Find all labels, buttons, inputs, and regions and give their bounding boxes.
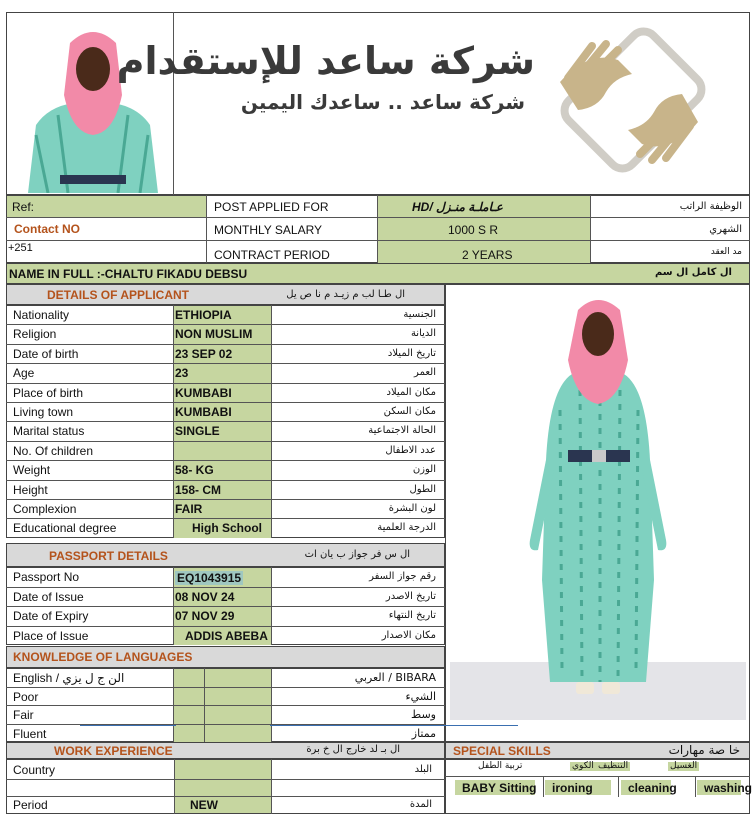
- language-cell-a: [174, 725, 204, 743]
- applicant-row-label: Complexion: [13, 502, 77, 516]
- applicant-row-ar: الوزن: [412, 464, 436, 476]
- skill-0: BABY Sitting: [462, 781, 537, 795]
- applicant-row-value: KUMBABI: [175, 405, 232, 419]
- ref-cell: [7, 196, 206, 217]
- applicant-row-value: 158- CM: [175, 482, 222, 497]
- post-ar: الوظيفة الراتب: [679, 201, 742, 212]
- applicant-row-ar: الديانة: [410, 328, 436, 340]
- contract-label: CONTRACT PERIOD: [214, 248, 330, 262]
- language-row-right: وسط: [411, 708, 436, 721]
- applicant-title-ar: ال طـا لب م زيـد م نا ص يل: [286, 289, 405, 300]
- applicant-row-label: Educational degree: [13, 521, 117, 536]
- passport-title: PASSPORT DETAILS: [49, 549, 168, 563]
- applicant-row-label: Marital status: [13, 424, 85, 439]
- applicant-row-ar: العمر: [414, 367, 436, 379]
- contract-ar: مد العقد: [710, 247, 742, 257]
- applicant-row-ar: لون البشرة: [388, 503, 436, 514]
- company-slogan-ar: شركة ساعد .. ساعدك اليمين: [240, 90, 525, 114]
- applicant-row-label: Religion: [13, 327, 57, 342]
- passport-row-value: 07 NOV 29: [175, 609, 235, 623]
- language-row-label: Poor: [13, 689, 39, 704]
- passport-row-label: Date of Issue: [13, 589, 84, 604]
- language-row-right: ممتاز: [411, 726, 436, 740]
- full-name: NAME IN FULL :-CHALTU FIKADU DEBSU: [9, 267, 248, 281]
- applicant-row-ar: الحالة الاجتماعية: [368, 425, 436, 437]
- top-row-line-1: [6, 217, 750, 218]
- passport-row-value: 08 NOV 24: [175, 589, 235, 604]
- language-col-line-2: [204, 668, 205, 742]
- passport-row-label: Date of Expiry: [13, 609, 89, 623]
- work-title: WORK EXPERIENCE: [54, 744, 173, 758]
- work-col-line-2: [271, 759, 272, 814]
- applicant-row-label: Date of birth: [13, 346, 79, 361]
- language-row-right: BIBARA / العربي: [354, 671, 436, 684]
- work-country-ar: البلد: [414, 764, 432, 775]
- applicant-title: DETAILS OF APPLICANT: [47, 288, 189, 302]
- work-title-ar: ال بـ لد خارج ال خ برة: [306, 744, 400, 755]
- languages-title: KNOWLEDGE OF LANGUAGES: [13, 650, 193, 664]
- skill-2: cleaning: [628, 781, 677, 795]
- applicant-row-value: KUMBABI: [175, 385, 232, 400]
- language-cell-a: [174, 669, 204, 687]
- applicant-row-value: 23: [175, 366, 189, 381]
- passport-row-value: ADDIS ABEBA: [185, 628, 268, 643]
- applicant-row-label: Living town: [13, 405, 74, 419]
- passport-title-ar: ال س فر جواز ب يان ات: [304, 549, 410, 560]
- top-col-line-2: [377, 195, 378, 263]
- hands-logo-icon: [548, 22, 713, 182]
- top-col-line-3: [590, 195, 591, 263]
- phone-prefix: +251: [8, 242, 33, 254]
- passport-row-ar: تاريخ الاصدر: [385, 590, 436, 602]
- applicant-row-ar: تاريخ الميلاد: [387, 347, 436, 359]
- skill-3: washing: [704, 781, 752, 795]
- language-col-line-1: [173, 668, 174, 742]
- applicant-row-label: Height: [13, 482, 48, 497]
- applicant-row-value: ETHIOPIA: [175, 308, 232, 322]
- applicant-row-ar: مكان الميلاد: [386, 386, 436, 398]
- applicant-row-label: Age: [13, 366, 35, 381]
- top-row-line-2: [6, 240, 750, 241]
- skills-col-line-1: [618, 777, 619, 797]
- skills-title-ar: خا صة مهارات: [668, 743, 740, 757]
- passport-row-value: EQ1043915: [177, 571, 242, 585]
- skill-1: ironing: [552, 781, 593, 795]
- company-name-ar: شركة ساعد للإستقدام: [116, 39, 535, 83]
- language-cell-b: [205, 688, 271, 706]
- applicant-row-value: FAIR: [175, 502, 203, 516]
- skill-ar-1: الكوي: [572, 761, 594, 771]
- language-row-label: Fair: [13, 708, 34, 722]
- language-row-right: الشيء: [405, 689, 436, 703]
- skills-title: SPECIAL SKILLS: [453, 744, 551, 758]
- salary-label: MONTHLY SALARY: [214, 223, 323, 237]
- language-cell-a: [174, 688, 204, 706]
- large-portrait-photo: [450, 290, 746, 720]
- passport-row-label: Passport No: [13, 570, 80, 584]
- applicant-row-value: 58- KG: [175, 463, 214, 478]
- work-period-label: Period: [13, 798, 48, 812]
- post-value: HD/ عـاملـة منـزل: [412, 200, 503, 214]
- salary-value: 1000 S R: [448, 223, 499, 237]
- passport-row-ar: تاريخ النتهاء: [388, 610, 436, 621]
- work-period-ar: المدة: [409, 799, 432, 810]
- applicant-row-value: High School: [192, 521, 262, 536]
- language-row-label: Fluent: [13, 726, 47, 741]
- skill-ar-2: التنظيف: [598, 761, 629, 771]
- language-cell-b: [205, 669, 271, 687]
- work-country-value-cell: [175, 760, 271, 779]
- post-label: POST APPLIED FOR: [214, 200, 329, 214]
- applicant-row-label: Weight: [13, 463, 51, 478]
- language-blue-line-1: [80, 725, 176, 726]
- language-cell-a: [174, 706, 204, 724]
- applicant-row-label: Place of birth: [13, 385, 84, 400]
- applicant-row-label: No. Of children: [13, 443, 94, 458]
- applicant-row-ar: الدرجة العلمية: [377, 522, 436, 534]
- language-row-label: English / الن ج ل يزي: [13, 671, 125, 685]
- skill-ar-0: تربية الطفل: [478, 761, 523, 771]
- applicant-row-value: NON MUSLIM: [175, 327, 253, 342]
- work-country-label: Country: [13, 763, 56, 777]
- passport-row-ar: مكان الاصدار: [381, 629, 436, 641]
- full-name-ar: ال كامل ال سم: [654, 267, 732, 278]
- passport-row-ar: رقم جواز السفر: [369, 571, 436, 582]
- top-col-line-1: [206, 195, 207, 263]
- applicant-value-cell: [174, 442, 271, 460]
- applicant-row-ar: الجنسية: [403, 309, 436, 320]
- applicant-row-value: 23 SEP 02: [175, 346, 233, 361]
- applicant-row-label: Nationality: [13, 308, 70, 322]
- language-col-line-3: [271, 668, 272, 742]
- language-cell-b: [205, 725, 271, 743]
- ref-label: Ref:: [12, 200, 35, 214]
- applicant-value-cell: [174, 364, 271, 382]
- applicant-row-ar: الطول: [409, 483, 436, 495]
- passport-row-label: Place of Issue: [13, 628, 89, 643]
- work-period-value: NEW: [190, 798, 218, 812]
- language-blue-line-2: [270, 725, 518, 726]
- language-cell-b: [205, 706, 271, 724]
- contract-value: 2 YEARS: [462, 248, 513, 262]
- work-mid-cell: [175, 780, 271, 796]
- salary-ar: الشهري: [709, 224, 742, 235]
- applicant-row-ar: عدد الاطفال: [385, 444, 436, 456]
- skills-col-line-2: [695, 777, 696, 797]
- skills-col-line-0: [543, 777, 544, 797]
- applicant-row-value: SINGLE: [175, 424, 220, 439]
- work-col-line-1: [174, 759, 175, 814]
- skill-ar-3: الغسيل: [670, 761, 698, 771]
- applicant-row-ar: مكان السكن: [383, 406, 436, 417]
- skills-row-line: [445, 776, 750, 777]
- contact-label: Contact NO: [14, 222, 80, 236]
